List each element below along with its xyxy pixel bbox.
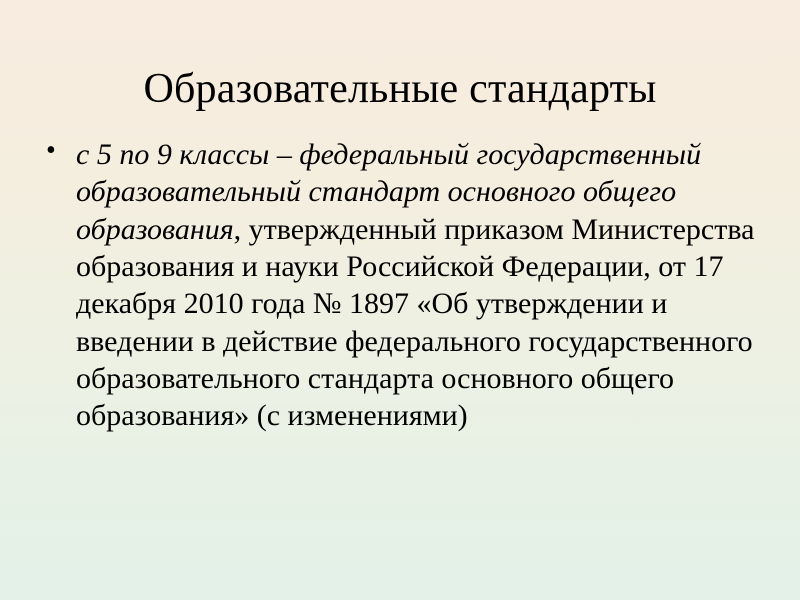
bullet-text-italic-run: с 5 по 9 классы – федеральный государственный образовательный стандарт основного общего образования <box>76 138 702 246</box>
bullet-text-normal-run: , утвержденный приказом Министерства образования и науки Российской Федерации, от 17 декабря 2010 года № 1897 «Об утверждении и введении в действие федерального государственного образовательного стандарта основного общего образования» (с изменениями) <box>76 212 755 433</box>
page-title: Образовательные стандарты <box>143 66 657 113</box>
bullet-list <box>40 136 760 435</box>
slide-body <box>40 136 760 435</box>
list-item <box>40 136 760 435</box>
